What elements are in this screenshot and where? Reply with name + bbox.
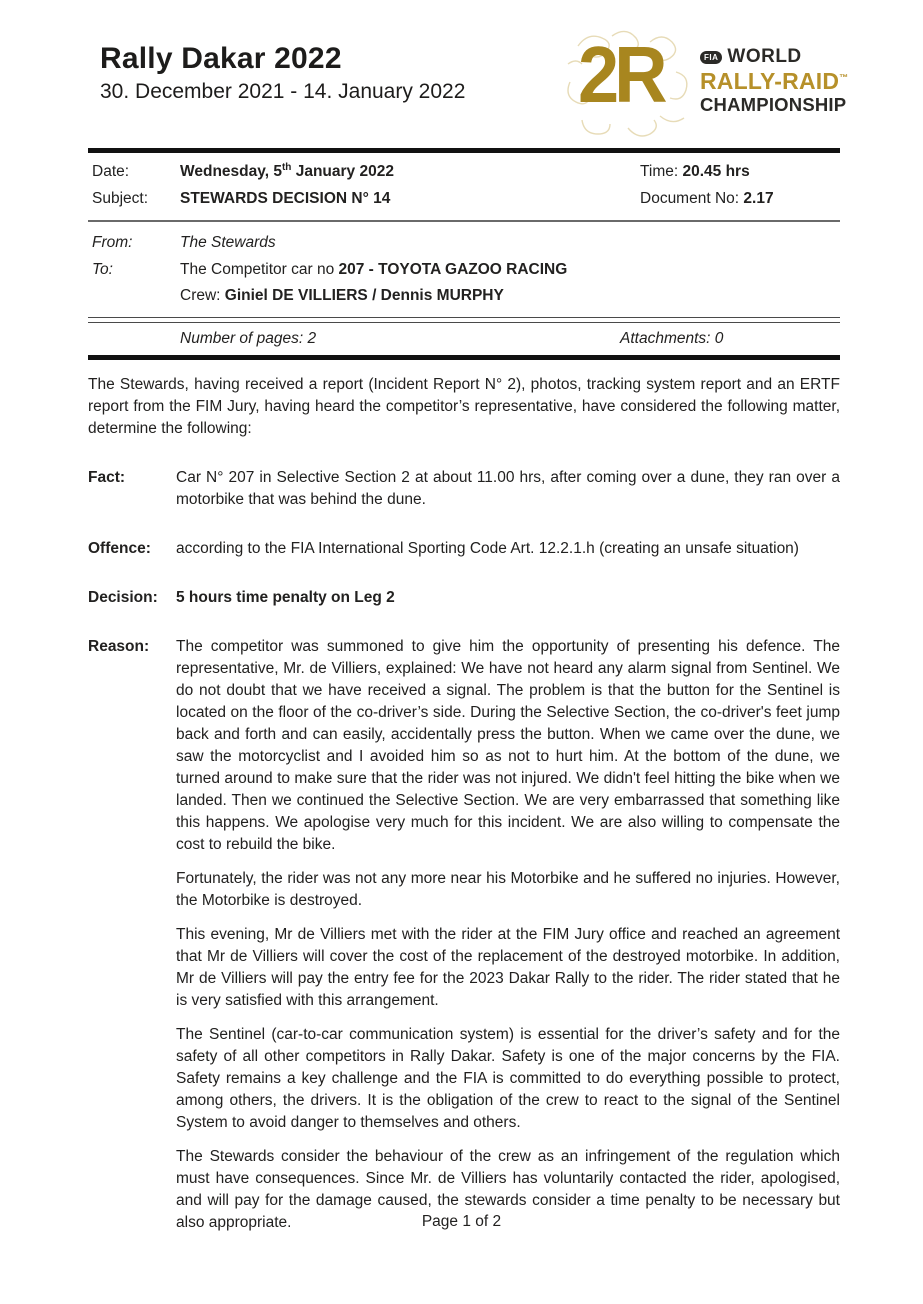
document-no-field xyxy=(640,190,840,208)
trademark-symbol: ™ xyxy=(839,72,849,83)
reason-body xyxy=(176,636,840,1234)
reason-paragraph-4: The Sentinel (car-to-car communication system) is essential for the driver’s safety and for the safety of all other competitors in Rally Dakar. Safety is one of the major concerns by the FIA. Safety remains a key challenge and the FIA is committed to do everything possible to protect, among others, the drivers. It is the obligation of the crew to react to the signal of the Sentinel System to avoid danger to themselves and others. xyxy=(176,1026,840,1131)
reason-paragraph-3: This evening, Mr de Villiers met with the rider at the FIM Jury office and reached an agreement that Mr de Villiers will cover the cost of the replacement of the destroyed motorbike. In addition, Mr de Villiers will pay the entry fee for the 2023 Dakar Rally to the rider. The rider stated that he is very satisfied with this arrangement. xyxy=(176,926,840,1009)
crew-names: Giniel DE VILLIERS / Dennis MURPHY xyxy=(224,287,504,304)
to-value xyxy=(180,261,840,305)
section-offence xyxy=(88,538,840,560)
logo-wordmark xyxy=(700,46,850,116)
reason-paragraph-5: The Stewards consider the behaviour of the crew as an infringement of the regulation which must have consequences. Since Mr. de Villiers has voluntarily contacted the rider, apologised, and will pay for the damage caused, the stewards consider a time penalty to be necessary but also appropriate. xyxy=(176,1148,840,1231)
page-title: Rally Dakar 2022 xyxy=(100,42,342,75)
date-value-post: January 2022 xyxy=(291,163,394,180)
reason-paragraph-1: The competitor was summoned to give him the opportunity of presenting his defence. The representative, Mr. de Villiers, explained: We have not heard any alarm signal from Sentinel. We do not doubt that we have received a signal. The problem is that the button for the Sentinel is located on the floor of the co-driver’s side. During the Selective Section, the co-driver's feet jump back and forth and can easily, accidentally press the button. When we came over the dune, we saw the motorcyclist and I avoided him so as not to hurt him. At the bottom of the dune, we turned around to make sure that the rider was not injured. We didn't feel hitting the bike when we landed. Then we continued the Selective Section. We are very embarrassed that something like this happens. We apologise very much for this incident. We are also willing to compensate the cost to rebuild the bike. xyxy=(176,638,840,853)
offence-label: Offence: xyxy=(88,540,151,557)
fact-paragraph: Car N° 207 in Selective Section 2 at about 11.00 hrs, after coming over a dune, they ran over a motorbike that was behind the dune. xyxy=(176,469,840,508)
crew-line xyxy=(180,287,840,305)
crew-label: Crew: xyxy=(180,287,225,304)
date-value-pre: Wednesday, 5 xyxy=(180,163,282,180)
logo-line-world: WORLD xyxy=(727,46,802,67)
document-no-value: 2.17 xyxy=(743,190,774,207)
offence-paragraph: according to the FIA International Sporting Code Art. 12.2.1.h (creating an unsafe situation) xyxy=(176,540,799,557)
document-meta-table xyxy=(88,148,840,360)
date-ordinal-suffix: th xyxy=(281,161,292,173)
section-fact xyxy=(88,467,840,511)
from-label: From: xyxy=(92,234,133,251)
reason-paragraph-2: Fortunately, the rider was not any more near his Motorbike and he suffered no injuries. However, the Motorbike is destroyed. xyxy=(176,870,840,909)
2r-logo-text: 2R xyxy=(578,29,663,120)
decision-label: Decision: xyxy=(88,589,158,606)
fia-badge-icon: FIA xyxy=(700,51,722,64)
decision-paragraph: 5 hours time penalty on Leg 2 xyxy=(176,589,395,606)
competitor-line-pre: The Competitor car no xyxy=(180,261,339,278)
time-field xyxy=(640,163,840,181)
date-value xyxy=(180,163,640,181)
2r-logo-mark xyxy=(572,30,690,134)
time-value: 20.45 hrs xyxy=(682,163,750,180)
document-no-label: Document No: xyxy=(640,190,744,207)
date-label: Date: xyxy=(92,163,130,180)
world-rally-raid-logo xyxy=(572,24,849,136)
page-number: Page 1 of 2 xyxy=(421,1213,502,1230)
document-header xyxy=(88,0,849,148)
section-reason xyxy=(88,636,840,1234)
divider-line-bottom xyxy=(88,355,840,360)
logo-line-championship: CHAMPIONSHIP xyxy=(700,94,847,115)
subject-value: STEWARDS DECISION N° 14 xyxy=(180,190,391,207)
section-decision xyxy=(88,587,840,609)
fact-body xyxy=(176,467,840,511)
logo-line-rally-raid xyxy=(700,68,850,94)
pages-count: Number of pages: 2 xyxy=(180,330,317,347)
rally-raid-text: RALLY-RAID xyxy=(700,68,840,94)
competitor-line xyxy=(180,261,840,279)
intro-paragraph: The Stewards, having received a report (Incident Report N° 2), photos, tracking system report and an ERTF report from the FIM Jury, having heard the competitor’s representative, have considered the following matter, determine the following: xyxy=(88,376,840,437)
attachments-count: Attachments: 0 xyxy=(620,330,724,347)
to-label: To: xyxy=(92,261,113,278)
competitor-name: 207 - TOYOTA GAZOO RACING xyxy=(338,261,568,278)
event-date-range: 30. December 2021 - 14. January 2022 xyxy=(100,80,466,103)
reason-label: Reason: xyxy=(88,638,150,655)
time-label: Time: xyxy=(640,163,683,180)
fact-label: Fact: xyxy=(88,469,126,486)
subject-label: Subject: xyxy=(92,190,149,207)
from-value: The Stewards xyxy=(180,234,276,251)
decision-body xyxy=(176,587,840,609)
offence-body xyxy=(176,538,840,560)
